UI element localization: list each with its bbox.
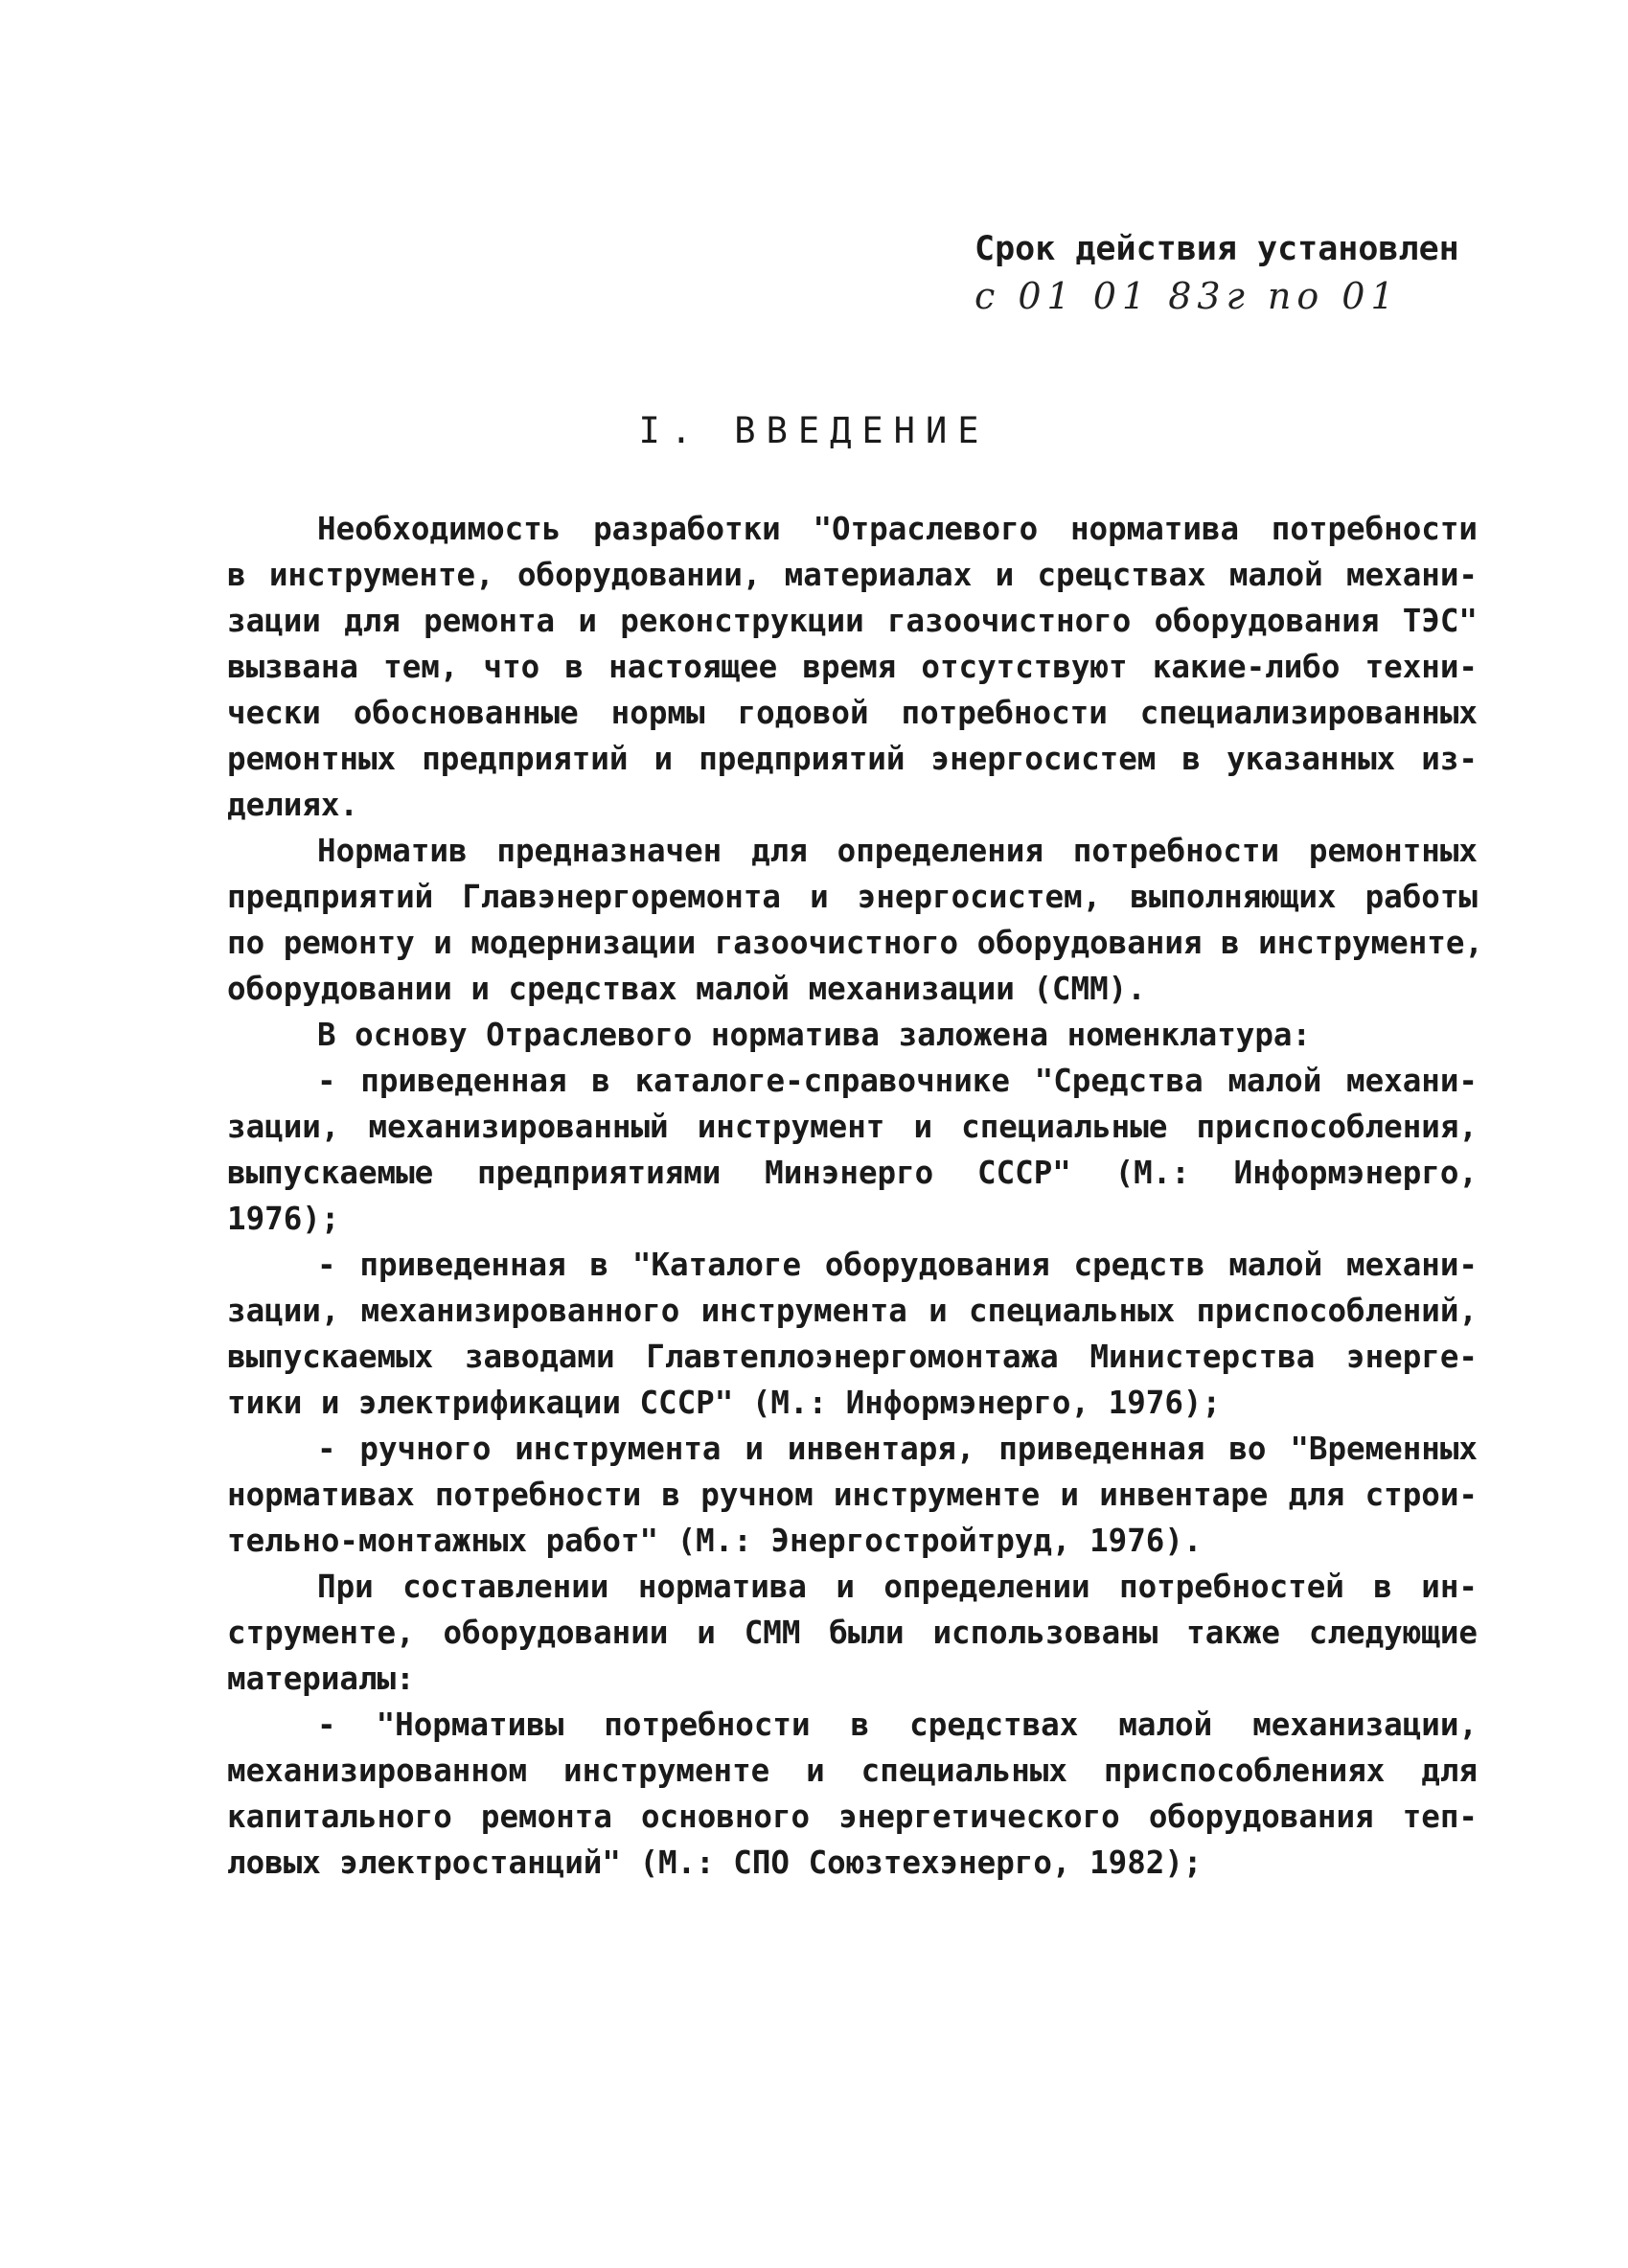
text-line: В основу Отраслевого норматива заложена номенклатура: xyxy=(317,1017,1312,1053)
text-line: в инструменте, оборудовании, материалах и срецствах малой механи- xyxy=(227,557,1478,593)
text-line: чески обоснованные нормы годовой потребности специализированных xyxy=(227,695,1478,731)
text-line: Необходимость разработки "Отраслевого норматива потребности xyxy=(317,511,1478,547)
text-line: выпускаемых заводами Главтеплоэнергомонтажа Министерства энерге- xyxy=(227,1339,1478,1375)
text-line: зации для ремонта и реконструкции газоочистного оборудования ТЭС" xyxy=(227,603,1478,639)
validity-block xyxy=(975,226,1549,320)
text-line: материалы: xyxy=(227,1661,415,1697)
text-line: При составлении норматива и определении потребностей в ин- xyxy=(317,1569,1478,1605)
text-line: - приведенная в "Каталоге оборудования средств малой механи- xyxy=(317,1247,1478,1283)
validity-label: Срок действия установлен xyxy=(975,230,1459,268)
text-line: нормативах потребности в ручном инструменте и инвентаре для строи- xyxy=(227,1477,1478,1513)
text-line: ремонтных предприятий и предприятий энергосистем в указанных из- xyxy=(227,741,1478,777)
text-line: - ручного инструмента и инвентаря, приведенная во "Временных xyxy=(317,1431,1478,1467)
text-line: капитального ремонта основного энергетического оборудования теп- xyxy=(227,1798,1478,1835)
validity-handwritten-dates: с 01 01 83г по 01 xyxy=(975,275,1400,317)
text-line: оборудовании и средствах малой механизации (СММ). xyxy=(227,971,1146,1007)
text-line: тики и электрификации СССР" (М.: Информэнерго, 1976); xyxy=(227,1385,1222,1421)
text-line: Норматив предназначен для определения потребности ремонтных xyxy=(317,833,1478,869)
text-line: тельно-монтажных работ" (М.: Энергостройтруд, 1976). xyxy=(227,1523,1203,1559)
text-line: ловых электростанций" (М.: СПО Союзтехэнерго, 1982); xyxy=(227,1844,1203,1881)
text-line: - приведенная в каталоге-справочнике "Средства малой механи- xyxy=(317,1063,1478,1099)
text-line: предприятий Главэнергоремонта и энергосистем, выполняющих работы xyxy=(227,879,1478,915)
text-line: выпускаемые предприятиями Минэнерго СССР" (М.: Информэнерго, xyxy=(227,1155,1478,1191)
document-body xyxy=(227,506,1483,1886)
section-heading: I. ВВЕДЕНИЕ xyxy=(638,410,990,451)
text-line: зации, механизированного инструмента и специальных приспособлений, xyxy=(227,1293,1478,1329)
text-line: зации, механизированный инструмент и специальные приспособления, xyxy=(227,1109,1478,1145)
text-line: механизированном инструменте и специальных приспособлениях для xyxy=(227,1753,1478,1789)
text-line: 1976); xyxy=(227,1201,340,1237)
text-line: делиях. xyxy=(227,787,358,823)
text-line: струменте, оборудовании и СММ были использованы также следующие xyxy=(227,1615,1478,1651)
text-line: - "Нормативы потребности в средствах малой механизации, xyxy=(317,1707,1478,1743)
text-line: вызвана тем, что в настоящее время отсутствуют какие-либо техни- xyxy=(227,649,1478,685)
text-line: по ремонту и модернизации газоочистного оборудования в инструменте, xyxy=(227,925,1483,961)
